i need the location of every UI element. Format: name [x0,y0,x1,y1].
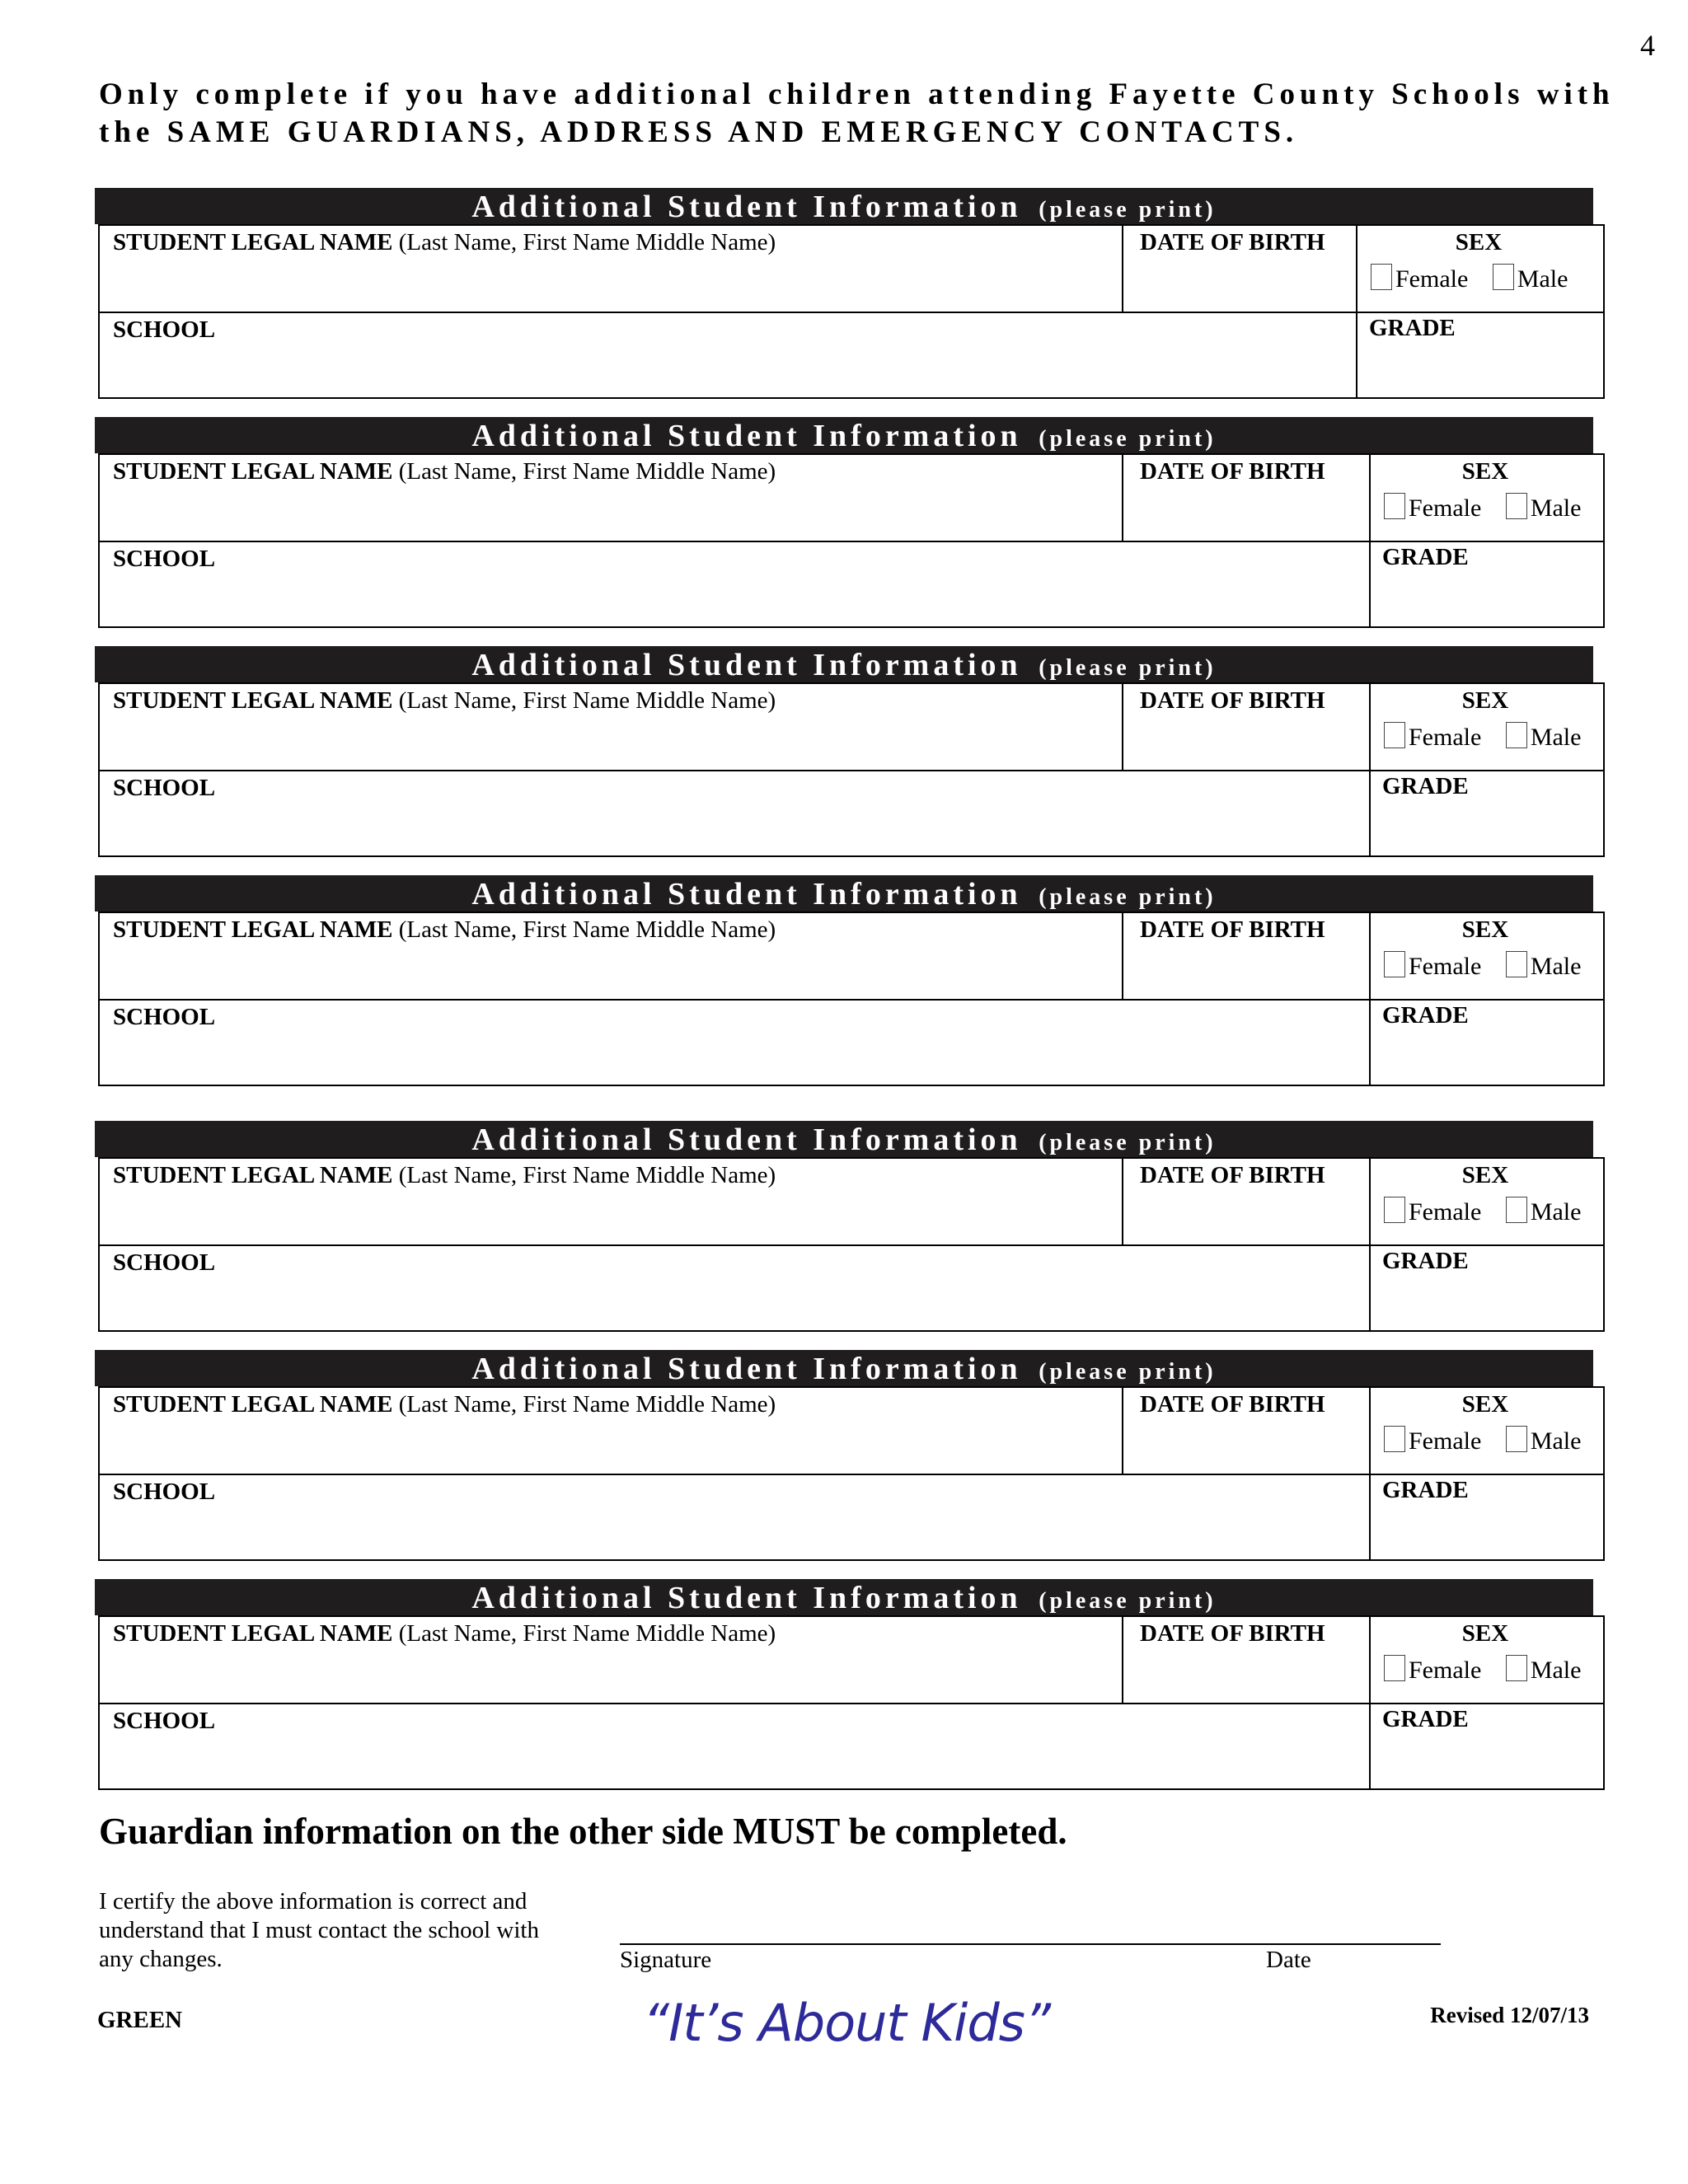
intro-line-1: Only complete if you have additional children attending Fayette County Schools with [99,77,1615,111]
student-form-grid [98,1615,1605,1790]
female-label: Female [1409,953,1482,980]
sex-label: SEX [1455,229,1503,255]
student-section-3 [95,646,1606,857]
school-field[interactable] [100,1475,1371,1561]
section-title: Additional Student Information [471,877,1022,912]
student-name-field[interactable] [100,1159,1123,1246]
student-form-grid [98,453,1605,628]
student-form-grid [98,682,1605,857]
male-checkbox[interactable] [1506,951,1527,977]
section-header [95,875,1593,912]
student-name-hint: (Last Name, First Name Middle Name) [392,916,776,943]
female-checkbox[interactable] [1384,1655,1405,1681]
female-checkbox[interactable] [1384,722,1405,748]
school-field[interactable] [100,1704,1371,1790]
student-name-label: STUDENT LEGAL NAME [113,687,393,714]
section-header [95,1579,1593,1615]
section-subtitle: (please print) [1039,655,1217,681]
school-label: SCHOOL [113,1004,216,1030]
sex-field [1367,455,1603,542]
section-header [95,1350,1593,1386]
student-section-7 [95,1579,1606,1790]
section-title: Additional Student Information [471,1581,1022,1615]
date-of-birth-label: DATE OF BIRTH [1140,916,1325,943]
student-form-grid [98,1157,1605,1332]
form-color-code: GREEN [97,2007,183,2033]
section-subtitle: (please print) [1039,426,1217,452]
school-field[interactable] [100,313,1357,399]
section-title: Additional Student Information [471,1352,1022,1386]
school-label: SCHOOL [113,1249,216,1276]
female-checkbox[interactable] [1384,493,1405,519]
student-name-hint: (Last Name, First Name Middle Name) [392,1391,776,1418]
male-label: Male [1530,1198,1582,1226]
date-of-birth-label: DATE OF BIRTH [1140,229,1325,255]
student-name-label: STUDENT LEGAL NAME [113,1620,393,1647]
student-section-4 [95,875,1606,1086]
grade-field[interactable] [1367,1475,1603,1561]
school-field[interactable] [100,1246,1371,1332]
female-label: Female [1409,494,1482,522]
school-label: SCHOOL [113,546,216,572]
student-name-label: STUDENT LEGAL NAME [113,1391,393,1418]
grade-label: GRADE [1382,1477,1469,1503]
grade-field[interactable] [1367,542,1603,628]
female-checkbox[interactable] [1384,1426,1405,1452]
student-form-grid [98,1386,1605,1561]
section-header [95,188,1593,224]
male-checkbox[interactable] [1493,264,1514,290]
female-label: Female [1409,1427,1482,1455]
slogan-logo: “It’s About Kids” [643,1993,1051,2053]
section-title: Additional Student Information [471,648,1022,682]
section-subtitle: (please print) [1039,884,1217,910]
student-name-label: STUDENT LEGAL NAME [113,1162,393,1188]
male-checkbox[interactable] [1506,1655,1527,1681]
grade-label: GRADE [1382,1002,1469,1029]
student-section-6 [95,1350,1606,1561]
guardian-notice: Guardian information on the other side MUST be completed. [99,1811,1067,1852]
section-header [95,417,1593,453]
male-label: Male [1530,724,1582,751]
student-name-hint: (Last Name, First Name Middle Name) [392,458,776,485]
section-title: Additional Student Information [471,1122,1022,1157]
male-checkbox[interactable] [1506,1197,1527,1223]
male-label: Male [1530,1657,1582,1684]
section-header [95,646,1593,682]
female-label: Female [1409,1198,1482,1226]
section-subtitle: (please print) [1039,197,1217,223]
date-of-birth-label: DATE OF BIRTH [1140,1620,1325,1647]
section-subtitle: (please print) [1039,1359,1217,1385]
student-name-label: STUDENT LEGAL NAME [113,458,393,485]
school-field[interactable] [100,542,1371,628]
date-label: Date [1266,1947,1311,1973]
section-subtitle: (please print) [1039,1588,1217,1614]
student-name-field[interactable] [100,1617,1123,1704]
male-label: Male [1530,1427,1582,1455]
student-name-label: STUDENT LEGAL NAME [113,916,393,943]
female-checkbox[interactable] [1384,1197,1405,1223]
student-name-field[interactable] [100,913,1123,1001]
certify-line-3: any changes. [99,1946,223,1972]
date-of-birth-field[interactable] [1123,1617,1371,1704]
student-name-field[interactable] [100,1388,1123,1475]
male-checkbox[interactable] [1506,722,1527,748]
sex-label: SEX [1461,687,1509,714]
grade-label: GRADE [1382,1706,1469,1732]
student-name-hint: (Last Name, First Name Middle Name) [392,1620,776,1647]
male-label: Male [1517,265,1568,293]
student-section-1 [95,188,1606,399]
sex-label: SEX [1461,1391,1509,1418]
female-label: Female [1409,724,1482,751]
date-of-birth-label: DATE OF BIRTH [1140,1391,1325,1418]
student-name-field[interactable] [100,455,1123,542]
sex-field [1367,1159,1603,1246]
revision-date: Revised 12/07/13 [1430,2003,1589,2027]
female-checkbox[interactable] [1371,264,1392,290]
student-section-5 [95,1121,1606,1332]
grade-field[interactable] [1367,771,1603,857]
sex-label: SEX [1461,916,1509,943]
sex-field [1367,1617,1603,1704]
grade-label: GRADE [1382,544,1469,570]
date-of-birth-label: DATE OF BIRTH [1140,1162,1325,1188]
student-name-label: STUDENT LEGAL NAME [113,229,393,255]
sex-field [1367,913,1603,1001]
sex-label: SEX [1461,1162,1509,1188]
grade-field[interactable] [1354,313,1603,399]
school-field[interactable] [100,1001,1371,1086]
grade-label: GRADE [1369,315,1456,341]
male-label: Male [1530,494,1582,522]
date-of-birth-field[interactable] [1123,684,1371,771]
section-header [95,1121,1593,1157]
page-number: 4 [1640,29,1655,62]
grade-field[interactable] [1367,1704,1603,1790]
grade-field[interactable] [1367,1246,1603,1332]
section-subtitle: (please print) [1039,1130,1217,1155]
certification-statement [99,1887,593,1974]
school-field[interactable] [100,771,1371,857]
date-of-birth-field[interactable] [1123,913,1371,1001]
signature-label: Signature [620,1947,712,1973]
date-of-birth-label: DATE OF BIRTH [1140,687,1325,714]
male-label: Male [1530,953,1582,980]
grade-label: GRADE [1382,1248,1469,1274]
sex-label: SEX [1461,1620,1509,1647]
female-label: Female [1409,1657,1482,1684]
student-form-grid [98,912,1605,1086]
school-label: SCHOOL [113,1708,216,1734]
male-checkbox[interactable] [1506,1426,1527,1452]
certify-line-2: understand that I must contact the school with [99,1917,539,1943]
school-label: SCHOOL [113,775,216,801]
student-section-2 [95,417,1606,628]
female-label: Female [1395,265,1469,293]
section-title: Additional Student Information [471,190,1022,224]
grade-label: GRADE [1382,773,1469,799]
student-name-hint: (Last Name, First Name Middle Name) [392,687,776,714]
date-of-birth-field[interactable] [1123,1388,1371,1475]
date-of-birth-field[interactable] [1123,455,1371,542]
student-name-hint: (Last Name, First Name Middle Name) [392,229,776,255]
male-checkbox[interactable] [1506,493,1527,519]
school-label: SCHOOL [113,1479,216,1505]
intro-instructions [99,76,1632,152]
student-name-field[interactable] [100,684,1123,771]
sex-field [1367,684,1603,771]
certify-line-1: I certify the above information is correct and [99,1888,528,1915]
student-name-field[interactable] [100,226,1123,313]
sex-field [1354,226,1603,313]
sex-label: SEX [1461,458,1509,485]
signature-line[interactable] [620,1943,1441,1945]
school-label: SCHOOL [113,316,216,343]
date-of-birth-label: DATE OF BIRTH [1140,458,1325,485]
date-of-birth-field[interactable] [1123,1159,1371,1246]
female-checkbox[interactable] [1384,951,1405,977]
sex-field [1367,1388,1603,1475]
student-name-hint: (Last Name, First Name Middle Name) [392,1162,776,1188]
intro-line-2: the SAME GUARDIANS, ADDRESS AND EMERGENCY CONTACTS. [99,115,1299,149]
section-title: Additional Student Information [471,419,1022,453]
grade-field[interactable] [1367,1001,1603,1086]
student-form-grid [98,224,1605,399]
date-of-birth-field[interactable] [1123,226,1357,313]
